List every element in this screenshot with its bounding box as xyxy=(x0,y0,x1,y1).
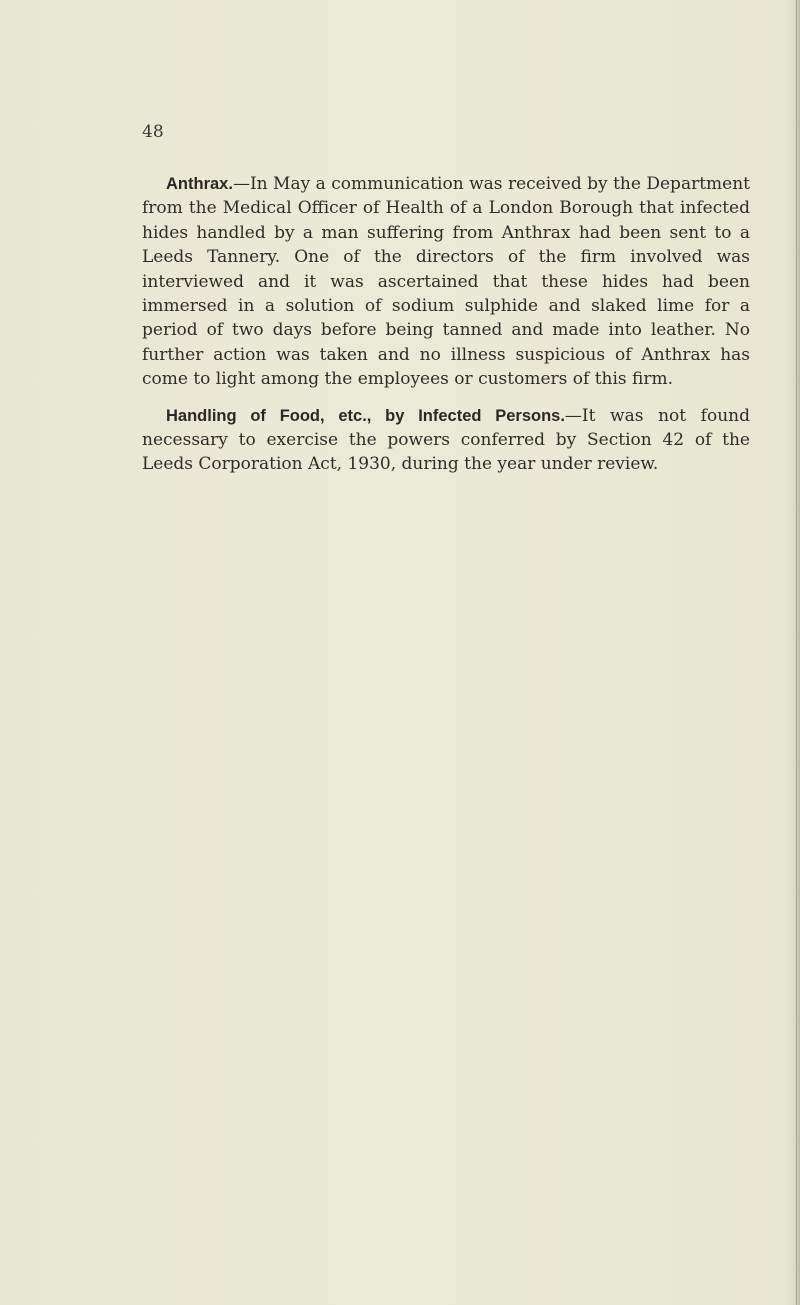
food-handling-paragraph xyxy=(142,404,750,477)
anthrax-heading: Anthrax. xyxy=(166,175,233,193)
food-handling-heading: Handling of Food, etc., by Infected Persons. xyxy=(166,406,565,425)
anthrax-text: —In May a communication was received by the Department from the Medical Officer of Health of a London Borough that infected hides handled by a man suffering from Anthrax had been sent to a Leeds Tannery. One of the directors of the firm involved was interviewed and it was ascertained that these hides had been immersed in a solution of sodium sulphide and slaked lime for a period of two days before being tanned and made into leather. No further action was taken and no illness suspicious of Anthrax has come to light among the employees or customers of this firm. xyxy=(142,174,750,390)
food-handling-text: —It was not found necessary to exercise the powers conferred by Section 42 of the Leeds Corporation Act, 1930, during the year under review. xyxy=(142,405,750,475)
anthrax-paragraph xyxy=(142,172,750,392)
body-text xyxy=(142,172,750,477)
page-edge-line xyxy=(796,0,797,1305)
page-number: 48 xyxy=(142,122,164,142)
page-edge-shadow xyxy=(788,0,800,1305)
